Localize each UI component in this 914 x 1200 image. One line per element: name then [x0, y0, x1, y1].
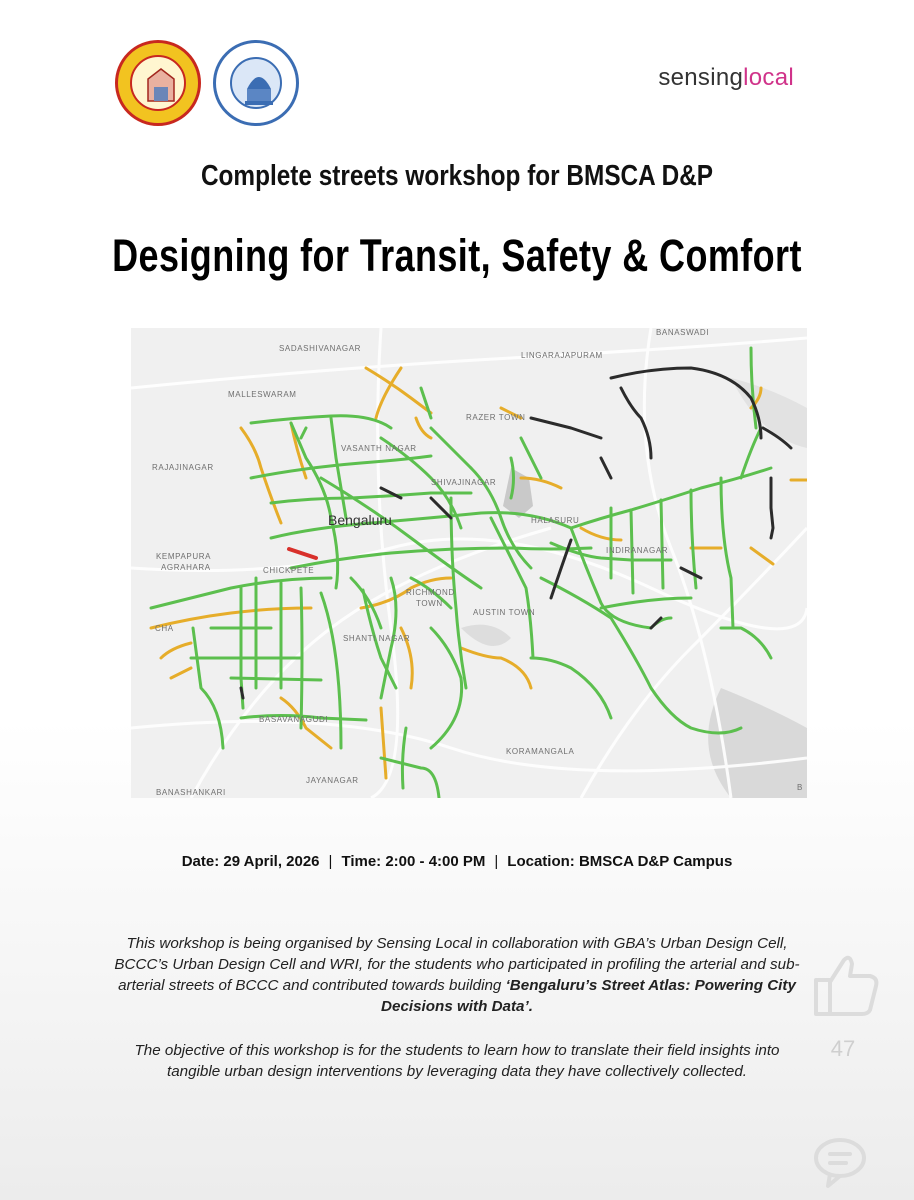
map-label-shanti-nagar: SHANTI NAGAR — [343, 634, 411, 643]
map-label-banashankari: BANASHANKARI — [156, 788, 226, 797]
map-label-shivajinagar: SHIVAJINAGAR — [431, 478, 497, 487]
map-label-chickpete: CHICKPETE — [263, 566, 315, 575]
map-label-vasanth-nagar: VASANTH NAGAR — [341, 444, 417, 453]
comment-icon — [808, 1130, 872, 1194]
map-label-koramangala: KORAMANGALA — [506, 747, 575, 756]
workshop-headline: Designing for Transit, Safety & Comfort — [112, 230, 802, 281]
event-info — [0, 853, 914, 870]
map-label-indiranagar: INDIRANAGAR — [606, 546, 669, 555]
like-button[interactable] — [806, 950, 882, 1020]
description-paragraph-2: The objective of this workshop is for the students to learn how to translate their field insights into tangible urban design interventions by leveraging data they have collectively collected. — [134, 1042, 780, 1080]
sensing-local-logo — [658, 64, 794, 92]
event-location: Location: BMSCA D&P Campus — [507, 853, 733, 870]
description-paragraph-1 — [110, 933, 804, 1017]
brand-part-1: sensing — [658, 64, 744, 91]
map-label-richmond: RICHMOND — [406, 588, 455, 597]
map-label-edge: B — [797, 783, 803, 792]
map-label-lingarajapuram: LINGARAJAPURAM — [521, 351, 603, 360]
street-map — [131, 328, 807, 798]
map-label-halasuru: HALASURU — [531, 516, 580, 525]
workshop-title: Complete streets workshop for BMSCA D&P — [200, 160, 714, 192]
map-label-rajajinagar: RAJAJINAGAR — [152, 463, 214, 472]
map-label-frazer-town: RAZER TOWN — [466, 413, 526, 422]
map-label-agrahara: AGRAHARA — [161, 563, 211, 572]
thumbs-up-icon — [806, 950, 882, 1020]
comment-button[interactable] — [808, 1130, 872, 1194]
map-label-banaswadi: BANASWADI — [656, 328, 710, 337]
map-label-austin-town: AUSTIN TOWN — [473, 608, 536, 617]
info-separator: | — [494, 853, 499, 870]
map-label-town: TOWN — [416, 599, 443, 608]
bccc-logo — [213, 40, 299, 126]
gba-logo — [115, 40, 201, 126]
map-label-chamrajpet: CHA — [155, 624, 174, 633]
logo-row — [115, 40, 299, 126]
description-text: This workshop is being organised by Sensing Local in collaboration with GBA’s Urban Design Cell, BCCC’s Urban Design Cell and WRI, for the students who participated in profiling the arterial and sub-arterial streets of BCCC and contributed towards building — [114, 935, 800, 994]
map-city-label: Bengaluru — [328, 512, 392, 528]
map-label-kempapura: KEMPAPURA — [156, 552, 212, 561]
map-label-basavanagudi: BASAVANAGUDI — [259, 715, 329, 724]
event-time: Time: 2:00 - 4:00 PM — [341, 853, 486, 870]
brand-part-2: local — [743, 64, 794, 91]
map-label-sadashivanagar: SADASHIVANAGAR — [279, 344, 362, 353]
map-label-malleswaram: MALLESWARAM — [228, 390, 297, 399]
event-date: Date: 29 April, 2026 — [181, 853, 320, 870]
info-separator: | — [328, 853, 333, 870]
like-count: 47 — [830, 1036, 856, 1061]
map-label-jayanagar: JAYANAGAR — [306, 776, 359, 785]
street-atlas-title: ‘Bengaluru’s Street Atlas: Powering City Decisions with Data’. — [381, 977, 796, 1015]
